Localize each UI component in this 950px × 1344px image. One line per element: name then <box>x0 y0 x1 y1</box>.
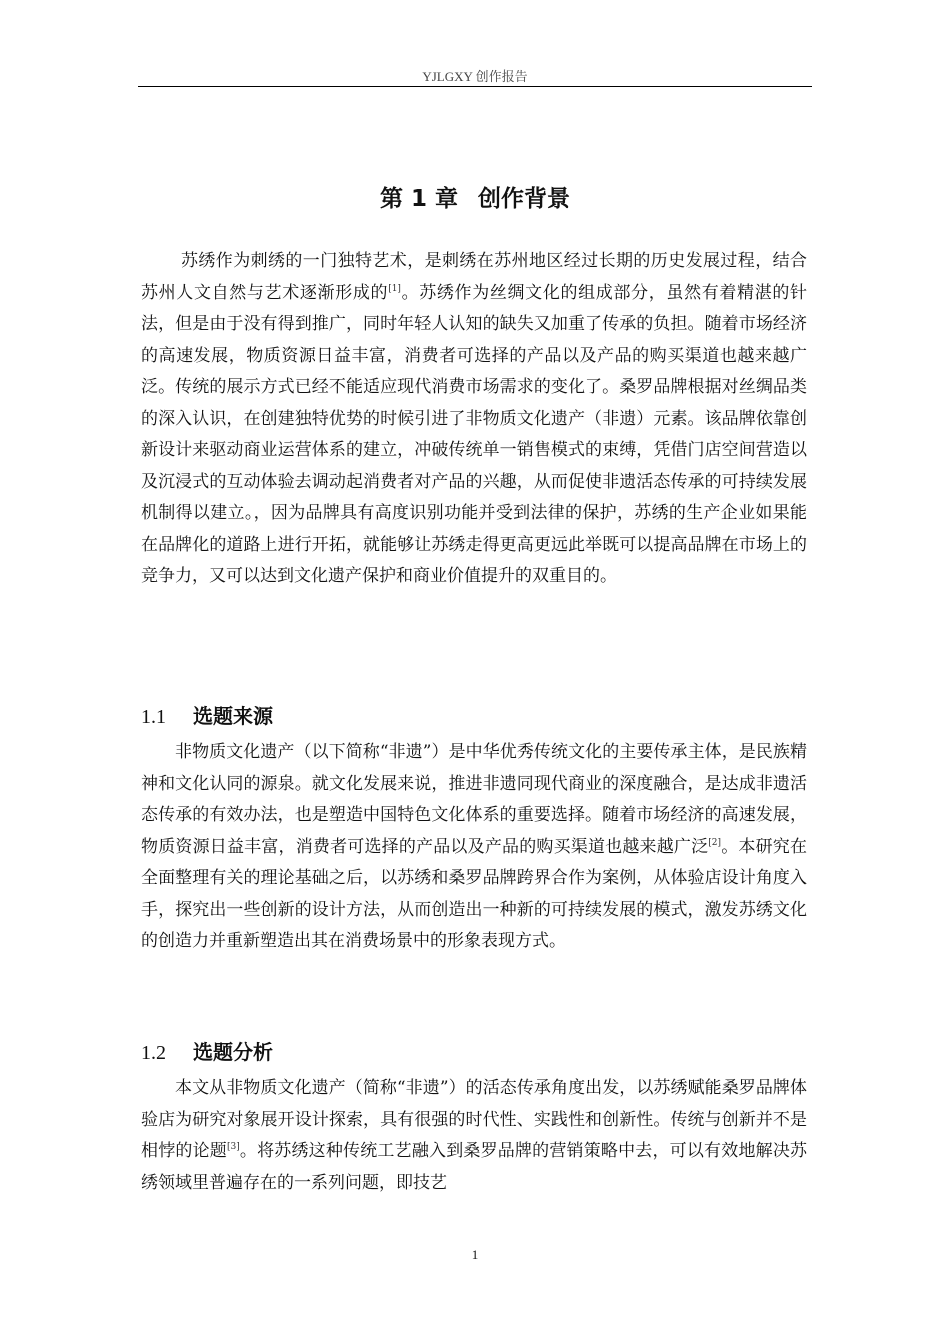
section-heading-1-1 <box>141 700 801 729</box>
s12-text-a: 本文从非物质文化遗产（简称“非遗”）的活态传承角度出发，以苏绣赋能桑罗品牌体验店为研究对象展开设计探索，具有很强的时代性、实践性和创新性。传统与创新并不是相悖的论题 <box>141 1078 807 1161</box>
s11-text-a: 非物质文化遗产（以下简称“非遗”）是中华优秀传统文化的主要传承主体，是民族精神和文化认同的源泉。就文化发展来说，推进非遗同现代商业的深度融合，是达成非遗活态传承的有效办法，也是塑造中国特色文化体系的重要选择。随着市场经济的高速发展，物质资源日益丰富，消费者可选择的产品以及产品的购买渠道也越来越广泛 <box>141 742 807 857</box>
running-header: YJLGXY 创作报告 <box>422 69 528 84</box>
chapter-number: 第 1 章 <box>379 186 459 212</box>
section-1-1-paragraph <box>141 737 807 958</box>
citation-ref[interactable]: [1] <box>388 283 401 294</box>
s11-text-b: 。本研究在全面整理有关的理论基础之后，以苏绣和桑罗品牌跨界合作为案例，从体验店设计角度入手，探究出一些创新的设计方法，从而创造出一种新的可持续发展的模式，激发苏绣文化的创造力并重新塑造出其在消费场景中的形象表现方式。 <box>141 836 808 951</box>
chapter-title <box>138 180 812 213</box>
header-rule <box>138 86 812 87</box>
section-1-2-paragraph <box>141 1073 807 1199</box>
section-title: 选题来源 <box>193 704 273 728</box>
section-number: 1.2 <box>141 1042 166 1064</box>
section-number: 1.1 <box>141 706 166 728</box>
intro-paragraph <box>141 246 807 593</box>
chapter-name: 创作背景 <box>478 186 571 212</box>
citation-ref[interactable]: [3] <box>226 1142 240 1152</box>
s12-text-b: 。将苏绣这种传统工艺融入到桑罗品牌的营销策略中去，可以有效地解决苏绣领域里普遍存在的一系列问题，即技艺 <box>141 1141 808 1193</box>
intro-text-b: 。苏绣作为丝绸文化的组成部分，虽然有着精湛的针法，但是由于没有得到推广，同时年轻人认知的缺失又加重了传承的负担。随着市场经济的高速发展，物质资源日益丰富，消费者可选择的产品以及产品的购买渠道也越来越广泛。传统的展示方式已经不能适应现代消费市场需求的变化了。桑罗品牌根据对丝绸品类的深入认识，在创建独特优势的时候引进了非物质文化遗产（非遗）元素。该品牌依靠创新设计来驱动商业运营体系的建立，冲破传统单一销售模式的束缚，凭借门店空间营造以及沉浸式的互动体验去调动起消费者对产品的兴趣，从而促使非遗活态传承的可持续发展机制得以建立。，因为品牌具有高度识别功能并受到法律的保护，苏绣的生产企业如果能在品牌化的道路上进行开拓，就能够让苏绣走得更高更远此举既可以提高品牌在市场上的竞争力，又可以达到文化遗产保护和商业价值提升的双重目的。 <box>141 282 808 586</box>
section-title: 选题分析 <box>193 1040 273 1064</box>
page-number: 1 <box>471 1247 479 1262</box>
citation-ref[interactable]: [2] <box>708 837 722 848</box>
intro-text-a: 苏绣作为刺绣的一门独特艺术，是刺绣在苏州地区经过长期的历史发展过程，结合苏州人文自然与艺术逐渐形成的 <box>141 251 807 303</box>
section-heading-1-2 <box>141 1036 801 1065</box>
